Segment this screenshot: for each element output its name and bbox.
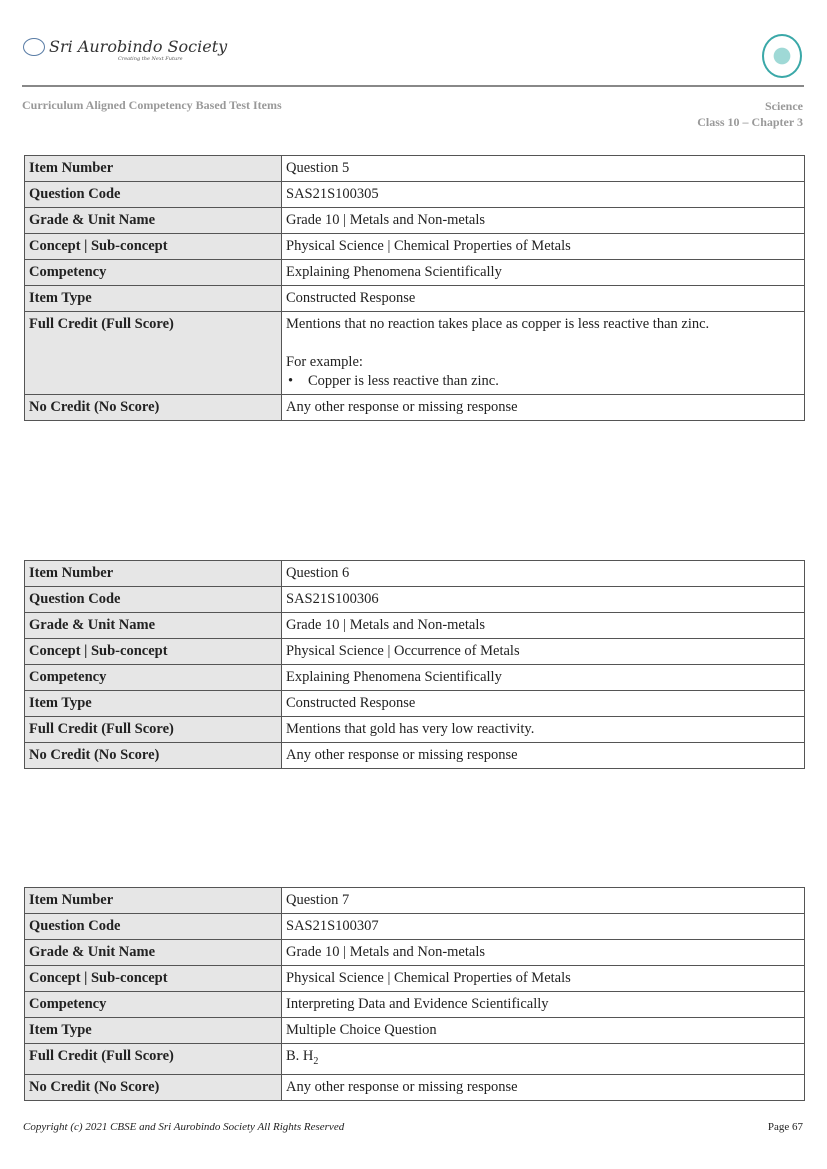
row-label: No Credit (No Score)	[25, 743, 282, 769]
subject-info	[697, 98, 803, 130]
table-row	[25, 1018, 805, 1044]
table-row	[25, 888, 805, 914]
row-value	[282, 587, 805, 613]
bullet-item: • Copper is less reactive than zinc.	[286, 372, 800, 391]
table-row	[25, 717, 805, 743]
value-text	[286, 1047, 800, 1071]
value-text: Physical Science | Chemical Properties of Metals	[286, 970, 571, 986]
row-value	[282, 1044, 805, 1075]
class-chapter: Class 10 – Chapter 3	[697, 115, 803, 129]
page-number: Page 67	[767, 1121, 803, 1133]
value-text: For example:	[286, 354, 363, 370]
value-main: B. H	[286, 1048, 314, 1064]
row-value	[282, 717, 805, 743]
row-label: Full Credit (Full Score)	[25, 312, 282, 395]
row-value	[282, 966, 805, 992]
value-text: Multiple Choice Question	[286, 1022, 437, 1038]
row-value	[282, 156, 805, 182]
row-label: Concept | Sub-concept	[25, 639, 282, 665]
logo-text: Sri Aurobindo Society	[49, 37, 228, 56]
logo-tagline: Creating the Next Future	[118, 56, 183, 62]
row-value	[282, 182, 805, 208]
row-label: Competency	[25, 665, 282, 691]
row-label: Item Type	[25, 691, 282, 717]
value-text: Grade 10 | Metals and Non-metals	[286, 944, 485, 960]
value-text: SAS21S100306	[286, 591, 379, 607]
row-label: Grade & Unit Name	[25, 940, 282, 966]
row-label: Question Code	[25, 182, 282, 208]
row-value	[282, 665, 805, 691]
row-label: Grade & Unit Name	[25, 208, 282, 234]
row-label: Concept | Sub-concept	[25, 234, 282, 260]
row-value	[282, 743, 805, 769]
value-text: Interpreting Data and Evidence Scientifically	[286, 996, 549, 1012]
row-label: Full Credit (Full Score)	[25, 1044, 282, 1075]
cbse-logo-icon	[762, 34, 802, 78]
table-row	[25, 286, 805, 312]
row-value	[282, 286, 805, 312]
value-text: SAS21S100305	[286, 186, 379, 202]
table-row	[25, 587, 805, 613]
table-row	[25, 312, 805, 395]
table-row	[25, 691, 805, 717]
value-subscript: 2	[313, 1055, 319, 1067]
value-text: Question 5	[286, 160, 350, 176]
table-row	[25, 182, 805, 208]
value-text: Question 6	[286, 565, 350, 581]
row-value	[282, 1018, 805, 1044]
table-row	[25, 1074, 805, 1100]
item-table-question-7	[24, 887, 805, 1101]
value-text: Constructed Response	[286, 695, 416, 711]
row-value	[282, 1074, 805, 1100]
value-text: Constructed Response	[286, 290, 416, 306]
row-value	[282, 395, 805, 421]
item-table-question-6	[24, 560, 805, 769]
row-label: Competency	[25, 992, 282, 1018]
row-label: Competency	[25, 260, 282, 286]
value-text: Any other response or missing response	[286, 1078, 518, 1095]
row-label: Item Type	[25, 1018, 282, 1044]
table-row	[25, 260, 805, 286]
header-divider	[22, 85, 804, 87]
row-value	[282, 914, 805, 940]
document-title: Curriculum Aligned Competency Based Test Items	[22, 98, 282, 112]
table-row	[25, 1044, 805, 1075]
row-value	[282, 613, 805, 639]
table-row	[25, 914, 805, 940]
row-label: Question Code	[25, 914, 282, 940]
row-value	[282, 234, 805, 260]
table-row	[25, 208, 805, 234]
row-label: Concept | Sub-concept	[25, 966, 282, 992]
row-label: Question Code	[25, 587, 282, 613]
value-text: Grade 10 | Metals and Non-metals	[286, 617, 485, 633]
table-row	[25, 395, 805, 421]
row-value	[282, 561, 805, 587]
table-row	[25, 561, 805, 587]
subject: Science	[765, 99, 803, 113]
row-label: Item Number	[25, 888, 282, 914]
row-label: No Credit (No Score)	[25, 395, 282, 421]
row-label: Item Number	[25, 156, 282, 182]
table-row	[25, 966, 805, 992]
table-row	[25, 743, 805, 769]
row-value	[282, 992, 805, 1018]
value-text: Any other response or missing response	[286, 747, 518, 763]
table-row	[25, 992, 805, 1018]
sri-aurobindo-society-logo	[23, 37, 228, 62]
row-value	[282, 940, 805, 966]
table-row	[25, 613, 805, 639]
row-value	[282, 888, 805, 914]
row-label: Item Type	[25, 286, 282, 312]
row-value	[282, 691, 805, 717]
value-text	[286, 334, 800, 353]
row-value	[282, 639, 805, 665]
row-value	[282, 208, 805, 234]
row-label: No Credit (No Score)	[25, 1074, 282, 1100]
row-label: Full Credit (Full Score)	[25, 717, 282, 743]
value-text: Question 7	[286, 892, 350, 908]
value-text: Physical Science | Occurrence of Metals	[286, 643, 520, 659]
value-text: Any other response or missing response	[286, 399, 518, 415]
table-row	[25, 940, 805, 966]
row-value	[282, 260, 805, 286]
society-emblem-icon	[23, 38, 45, 56]
value-text: SAS21S100307	[286, 918, 379, 934]
row-value	[282, 312, 805, 395]
table-row	[25, 234, 805, 260]
row-label: Grade & Unit Name	[25, 613, 282, 639]
table-row	[25, 639, 805, 665]
table-row	[25, 665, 805, 691]
copyright: Copyright (c) 2021 CBSE and Sri Aurobindo Society All Rights Reserved	[23, 1121, 345, 1133]
value-text: Mentions that no reaction takes place as copper is less reactive than zinc.	[286, 316, 710, 332]
value-text: Explaining Phenomena Scientifically	[286, 669, 502, 685]
value-text: Mentions that gold has very low reactivity.	[286, 721, 535, 737]
value-text: Grade 10 | Metals and Non-metals	[286, 212, 485, 228]
value-text: Explaining Phenomena Scientifically	[286, 264, 502, 280]
value-text: Physical Science | Chemical Properties of Metals	[286, 238, 571, 254]
table-row	[25, 156, 805, 182]
item-table-question-5	[24, 155, 805, 421]
row-label: Item Number	[25, 561, 282, 587]
